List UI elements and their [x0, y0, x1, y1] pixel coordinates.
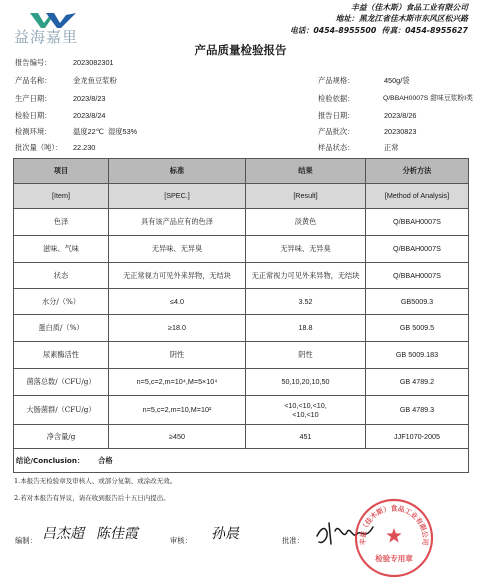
table-row: [14, 315, 469, 342]
result-cell: 18.8: [246, 315, 366, 342]
sample-status-label: 样品状态：: [318, 143, 355, 152]
result-cell: 无正常视力可见外来异物，无结块: [246, 263, 366, 289]
conclusion-label: 结论/Conclusion：: [16, 455, 85, 465]
note-2: 2.若对本报告有异议，请在收到报告后十五日内提出。: [14, 494, 170, 502]
col-header-method-en: [Method of Analysis]: [366, 184, 469, 209]
inspection-date-value: 2023/8/24: [73, 111, 106, 120]
result-cell: 50,10,20,10,50: [246, 369, 366, 396]
spec-cell: 无异味、无异臭: [109, 236, 246, 263]
method-cell: JJF1070-2005: [366, 425, 469, 449]
item-cell: 菌落总数/（CFU/g）: [14, 369, 109, 396]
stamp-ring-text: 丰益（佳木斯）食品工业有限公司: [358, 504, 430, 546]
specification-label: 产品规格：: [318, 76, 355, 85]
report-no-value: 2023082301: [73, 58, 114, 67]
table-row: [14, 236, 469, 263]
prepared-by-label: 编制：: [15, 536, 37, 545]
report-date-label: 报告日期：: [318, 111, 355, 120]
product-name-label: 产品名称：: [15, 76, 52, 85]
batch-label: 产品批次：: [318, 127, 355, 136]
method-cell: Q/BBAH0007S: [366, 263, 469, 289]
spec-cell: 具有该产品应有的色泽: [109, 209, 246, 236]
table-row: [14, 425, 469, 449]
logo-text: 益海嘉里: [14, 28, 79, 46]
method-cell: Q/BBAH0007S: [366, 236, 469, 263]
method-cell: Q/BBAH0007S: [366, 209, 469, 236]
result-cell: 无异味、无异臭: [246, 236, 366, 263]
reviewer-signature: 孙晨: [210, 526, 242, 542]
stamp-star-icon: [386, 528, 401, 542]
col-header-method: 分析方法: [366, 159, 469, 184]
method-cell: GB5009.3: [366, 289, 469, 315]
col-header-result-en: [Result]: [246, 184, 366, 209]
method-cell: GB 5009.5: [366, 315, 469, 342]
product-name-value: 金龙鱼豆浆粉: [73, 76, 117, 85]
header-row-en: [14, 184, 469, 209]
result-cell: <10,<10,<10, <10,<10: [246, 396, 366, 425]
item-cell: 尿素酶活性: [14, 342, 109, 369]
environment-label: 检测环境：: [15, 127, 52, 136]
approved-by-label: 批准：: [282, 536, 304, 545]
page-title: 产品质量检验报告: [194, 43, 287, 57]
conclusion-row: [14, 449, 469, 473]
basis-value: Q/BBAH0007S 甜味豆浆粉I类: [383, 95, 473, 102]
method-cell: GB 4789.2: [366, 369, 469, 396]
batch-quantity-value: 22.230: [73, 143, 96, 152]
spec-cell: n=5,c=2,m=10⁴,M=5×10⁴: [109, 369, 246, 396]
specification-value: 450g/袋: [384, 76, 410, 85]
method-cell: GB 5009.183: [366, 342, 469, 369]
company-logo-icon: [30, 11, 76, 29]
production-date-value: 2023/8/23: [73, 94, 106, 103]
col-header-item: 项目: [14, 159, 109, 184]
reviewed-by-label: 审核：: [170, 536, 192, 545]
result-cell: 3.52: [246, 289, 366, 315]
report-no-label: 报告编号：: [15, 58, 52, 67]
result-cell: 淡黄色: [246, 209, 366, 236]
result-cell: 451: [246, 425, 366, 449]
table-row: [14, 396, 469, 425]
item-cell: 状态: [14, 263, 109, 289]
company-address: 地址：黑龙江省佳木斯市东风区松兴路: [335, 14, 468, 23]
spec-cell: n=5,c=2,m=10,M=10²: [109, 396, 246, 425]
spec-cell: ≥18.0: [109, 315, 246, 342]
method-cell: GB 4789.3: [366, 396, 469, 425]
item-cell: 蛋白质/（%）: [14, 315, 109, 342]
report-date-value: 2023/8/26: [384, 111, 417, 120]
item-cell: 水分/（%）: [14, 289, 109, 315]
inspection-stamp: [353, 497, 435, 579]
header-row-cn: [14, 159, 469, 184]
conclusion-cell: [14, 449, 469, 473]
col-header-spec-en: [SPEC.]: [109, 184, 246, 209]
col-header-item-en: [Item]: [14, 184, 109, 209]
spec-cell: 阴性: [109, 342, 246, 369]
logo-blue-wing: [46, 13, 76, 28]
stamp-center-text: 检验专用章: [375, 554, 413, 563]
spec-cell: 无正常视力可见外来异物，无结块: [109, 263, 246, 289]
table-row: [14, 289, 469, 315]
table-row: [14, 369, 469, 396]
company-name: 丰益（佳木斯）食品工业有限公司: [351, 3, 468, 12]
conclusion-value: 合格: [98, 455, 113, 465]
basis-label: 检验依据：: [318, 94, 355, 103]
item-cell: 净含量/g: [14, 425, 109, 449]
note-1: 1.本报告无检验章及审核人、或部分复制、或涂改无效。: [14, 477, 177, 485]
environment-value: 温度22℃ 湿度53%: [73, 127, 138, 136]
col-header-spec: 标准: [109, 159, 246, 184]
item-cell: 大肠菌群/（CFU/g）: [14, 396, 109, 425]
col-header-result: 结果: [246, 159, 366, 184]
item-cell: 滋味、气味: [14, 236, 109, 263]
production-date-label: 生产日期：: [15, 94, 52, 103]
results-table: [13, 158, 469, 473]
preparer-signature-1: 吕杰超: [41, 526, 87, 542]
spec-cell: ≥450: [109, 425, 246, 449]
table-row: [14, 209, 469, 236]
item-cell: 色泽: [14, 209, 109, 236]
preparer-signature-2: 陈佳霞: [95, 526, 141, 542]
spec-cell: ≤4.0: [109, 289, 246, 315]
table-row: [14, 342, 469, 369]
batch-quantity-label: 批次量（吨）：: [15, 143, 63, 152]
result-cell: 阴性: [246, 342, 366, 369]
inspection-date-label: 检验日期：: [15, 111, 52, 120]
sample-status-value: 正常: [384, 143, 399, 152]
table-row: [14, 263, 469, 289]
batch-value: 20230823: [384, 127, 417, 136]
company-contact: 电话：0454-8955500 传真：0454-8955627: [289, 26, 468, 35]
